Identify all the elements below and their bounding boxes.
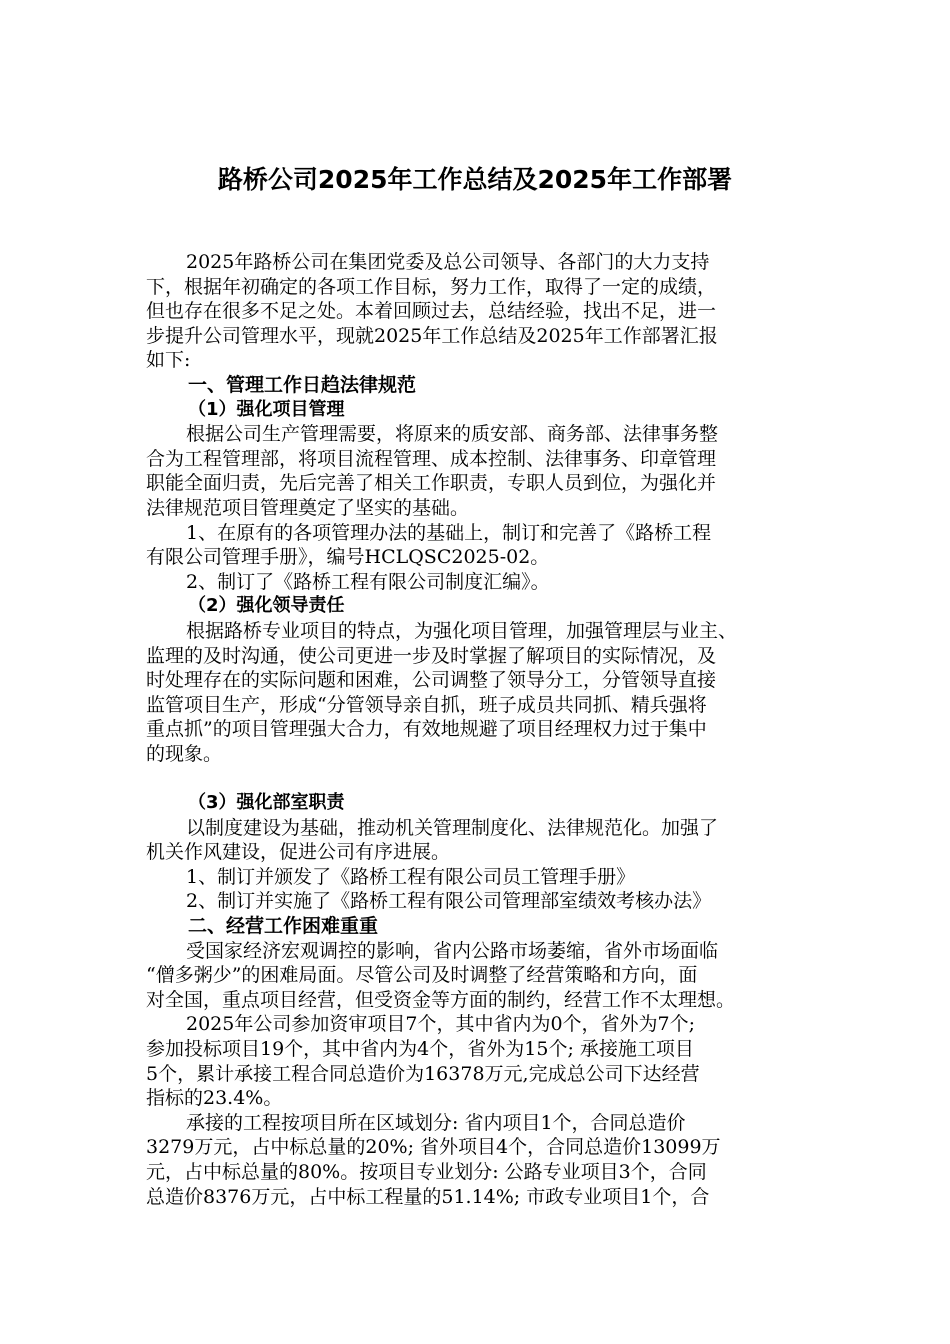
document-body — [146, 250, 816, 1209]
paragraph-line: 机关作风建设，促进公司有序进展。 — [146, 841, 451, 864]
paragraph-line: 监理的及时沟通，使公司更进一步及时掌握了解项目的实际情况，及 — [146, 644, 717, 667]
paragraph-line: 受国家经济宏观调控的影响，省内公路市场萎缩，省外市场面临 — [186, 939, 719, 962]
paragraph-line: 指标的23.4%。 — [146, 1087, 283, 1110]
paragraph-line: 法律规范项目管理奠定了坚实的基础。 — [146, 496, 470, 519]
paragraph-line: 3279万元，占中标总量的20%; 省外项目4个，合同总造价13099万 — [146, 1136, 721, 1159]
subsection-heading: （1）强化项目管理 — [188, 398, 345, 420]
intro-line: 但也存在很多不足之处。本着回顾过去，总结经验，找出不足，进一 — [146, 300, 717, 323]
list-item-line: 有限公司管理手册》，编号HCLQSC2025-02。 — [146, 546, 550, 569]
intro-line: 如下: — [146, 349, 191, 372]
list-item-line: 1、制订并颁发了《路桥工程有限公司员工管理手册》 — [186, 865, 636, 888]
list-item-line: 2、制订了《路桥工程有限公司制度汇编》。 — [186, 570, 550, 593]
list-item-line: 2、制订并实施了《路桥工程有限公司管理部室绩效考核办法》 — [186, 890, 712, 913]
subsection-heading: （2）强化领导责任 — [188, 595, 345, 617]
paragraph-line: 重点抓”的项目管理强大合力，有效地规避了项目经理权力过于集中 — [146, 718, 707, 741]
paragraph-line: 总造价8376万元，占中标工程量的51.14%; 市政专业项目1个，合 — [146, 1185, 710, 1208]
paragraph-line: 监管项目生产，形成“分管领导亲自抓，班子成员共同抓、精兵强将 — [146, 693, 707, 716]
paragraph-line: 元，占中标总量的80%。按项目专业划分: 公路专业项目3个，合同 — [146, 1160, 707, 1183]
paragraph-line: 2025年公司参加资审项目7个，其中省内为0个，省外为7个; — [186, 1013, 696, 1036]
paragraph-line: 根据公司生产管理需要，将原来的质安部、商务部、法律事务整 — [186, 423, 719, 446]
intro-line: 下，根据年初确定的各项工作目标，努力工作，取得了一定的成绩， — [146, 275, 717, 298]
paragraph-line: “僧多粥少”的困难局面。尽管公司及时调整了经营策略和方向，面 — [146, 964, 698, 987]
intro-line: 2025年路桥公司在集团党委及总公司领导、各部门的大力支持 — [186, 251, 710, 273]
paragraph-line: 合为工程管理部，将项目流程管理、成本控制、法律事务、印章管理 — [146, 447, 717, 470]
list-item-line: 1、在原有的各项管理办法的基础上，制订和完善了《路桥工程 — [186, 521, 712, 544]
paragraph-line: 承接的工程按项目所在区域划分: 省内项目1个，合同总造价 — [186, 1111, 686, 1134]
paragraph-line: 根据路桥专业项目的特点，为强化项目管理，加强管理层与业主、 — [186, 619, 738, 642]
paragraph-line: 时处理存在的实际问题和困难，公司调整了领导分工，分管领导直接 — [146, 669, 717, 692]
intro-line: 步提升公司管理水平，现就2025年工作总结及2025年工作部署汇报 — [146, 324, 718, 347]
document-title: 路桥公司2025年工作总结及2025年工作部署 — [217, 165, 733, 194]
paragraph-line: 职能全面归责，先后完善了相关工作职责，专职人员到位，为强化并 — [146, 472, 717, 495]
paragraph-line: 5个，累计承接工程合同总造价为16378万元,完成总公司下达经营 — [146, 1062, 700, 1085]
paragraph-line: 以制度建设为基础，推动机关管理制度化、法律规范化。加强了 — [186, 816, 719, 839]
subsection-heading: （3）强化部室职责 — [188, 792, 345, 814]
paragraph-line: 的现象。 — [146, 742, 223, 765]
section-heading: 一、管理工作日趋法律规范 — [188, 373, 417, 396]
paragraph-line: 参加投标项目19个，其中省内为4个，省外为15个; 承接施工项目 — [146, 1038, 694, 1060]
blank-line — [146, 766, 816, 791]
paragraph-line: 对全国，重点项目经营，但受资金等方面的制约，经营工作不太理想。 — [146, 988, 736, 1011]
section-heading: 二、经营工作困难重重 — [188, 915, 379, 938]
